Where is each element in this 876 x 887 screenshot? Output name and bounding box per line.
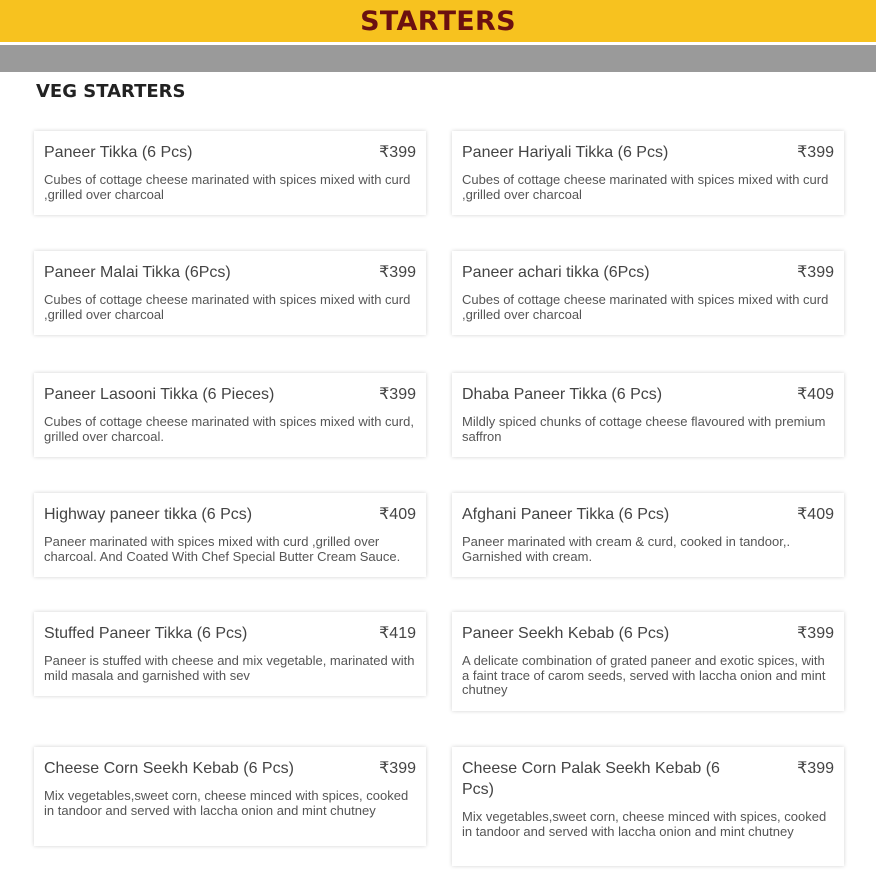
item-price: ₹409 bbox=[379, 506, 416, 523]
divider-bar bbox=[0, 45, 876, 72]
item-description: Cubes of cottage cheese marinated with spices mixed with curd ,grilled over charcoal bbox=[44, 172, 411, 202]
item-name: Highway paneer tikka (6 Pcs) bbox=[44, 506, 253, 523]
item-description: Cubes of cottage cheese marinated with spices mixed with curd, grilled over charcoal. bbox=[44, 414, 414, 444]
item-name: Stuffed Paneer Tikka (6 Pcs) bbox=[44, 625, 248, 642]
menu-item-card[interactable] bbox=[452, 747, 844, 866]
item-name: Paneer Tikka (6 Pcs) bbox=[44, 144, 193, 161]
item-price: ₹399 bbox=[379, 760, 416, 777]
item-description: Mix vegetables,sweet corn, cheese minced with spices, cooked in tandoor and served with laccha onion and mint chutney bbox=[44, 788, 409, 818]
menu-item-card[interactable] bbox=[34, 251, 426, 335]
item-name: Paneer Hariyali Tikka (6 Pcs) bbox=[462, 144, 669, 161]
menu-item-card[interactable] bbox=[452, 131, 844, 215]
item-name: Paneer Seekh Kebab (6 Pcs) bbox=[462, 625, 670, 642]
menu-item-card[interactable] bbox=[34, 747, 426, 846]
menu-item-card[interactable] bbox=[34, 493, 426, 577]
item-price: ₹399 bbox=[797, 760, 834, 777]
item-name: Cheese Corn Palak Seekh Kebab (6 Pcs) bbox=[462, 760, 720, 798]
item-name: Dhaba Paneer Tikka (6 Pcs) bbox=[462, 386, 663, 403]
menu-item-card[interactable] bbox=[34, 373, 426, 457]
item-description: Cubes of cottage cheese marinated with spices mixed with curd ,grilled over charcoal bbox=[44, 292, 411, 322]
item-price: ₹409 bbox=[797, 506, 834, 523]
item-description: Mix vegetables,sweet corn, cheese minced with spices, cooked in tandoor and served with laccha onion and mint chutney bbox=[462, 809, 827, 839]
item-price: ₹399 bbox=[797, 144, 834, 161]
item-description: Paneer marinated with spices mixed with curd ,grilled over charcoal. And Coated With Chef Special Butter Cream Sauce. bbox=[44, 534, 401, 564]
item-description: Cubes of cottage cheese marinated with spices mixed with curd ,grilled over charcoal bbox=[462, 172, 829, 202]
item-description: Paneer marinated with cream & curd, cooked in tandoor,. Garnished with cream. bbox=[462, 534, 791, 564]
item-description: A delicate combination of grated paneer and exotic spices, with a faint trace of carom seeds, served with laccha onion and mint chutney bbox=[462, 653, 826, 697]
item-name: Paneer Lasooni Tikka (6 Pieces) bbox=[44, 386, 275, 403]
item-price: ₹409 bbox=[797, 386, 834, 403]
menu-item-card[interactable] bbox=[452, 373, 844, 457]
menu-item-card[interactable] bbox=[452, 493, 844, 577]
menu-item-card[interactable] bbox=[452, 251, 844, 335]
item-price: ₹399 bbox=[379, 264, 416, 281]
item-price: ₹399 bbox=[797, 625, 834, 642]
page-title: STARTERS bbox=[360, 5, 516, 37]
item-price: ₹399 bbox=[379, 386, 416, 403]
menu-item-card[interactable] bbox=[34, 131, 426, 215]
item-description: Mildly spiced chunks of cottage cheese flavoured with premium saffron bbox=[462, 414, 826, 444]
item-name: Paneer achari tikka (6Pcs) bbox=[462, 264, 650, 281]
section-title: VEG STARTERS bbox=[36, 81, 186, 102]
item-name: Paneer Malai Tikka (6Pcs) bbox=[44, 264, 231, 281]
item-description: Paneer is stuffed with cheese and mix vegetable, marinated with mild masala and garnished with sev bbox=[44, 653, 415, 683]
menu-item-card[interactable] bbox=[34, 612, 426, 696]
menu-item-card[interactable] bbox=[452, 612, 844, 711]
item-price: ₹399 bbox=[797, 264, 834, 281]
header-banner bbox=[0, 0, 876, 42]
item-name: Afghani Paneer Tikka (6 Pcs) bbox=[462, 506, 670, 523]
item-description: Cubes of cottage cheese marinated with spices mixed with curd ,grilled over charcoal bbox=[462, 292, 829, 322]
item-name: Cheese Corn Seekh Kebab (6 Pcs) bbox=[44, 760, 294, 777]
item-price: ₹399 bbox=[379, 144, 416, 161]
item-price: ₹419 bbox=[379, 625, 416, 642]
